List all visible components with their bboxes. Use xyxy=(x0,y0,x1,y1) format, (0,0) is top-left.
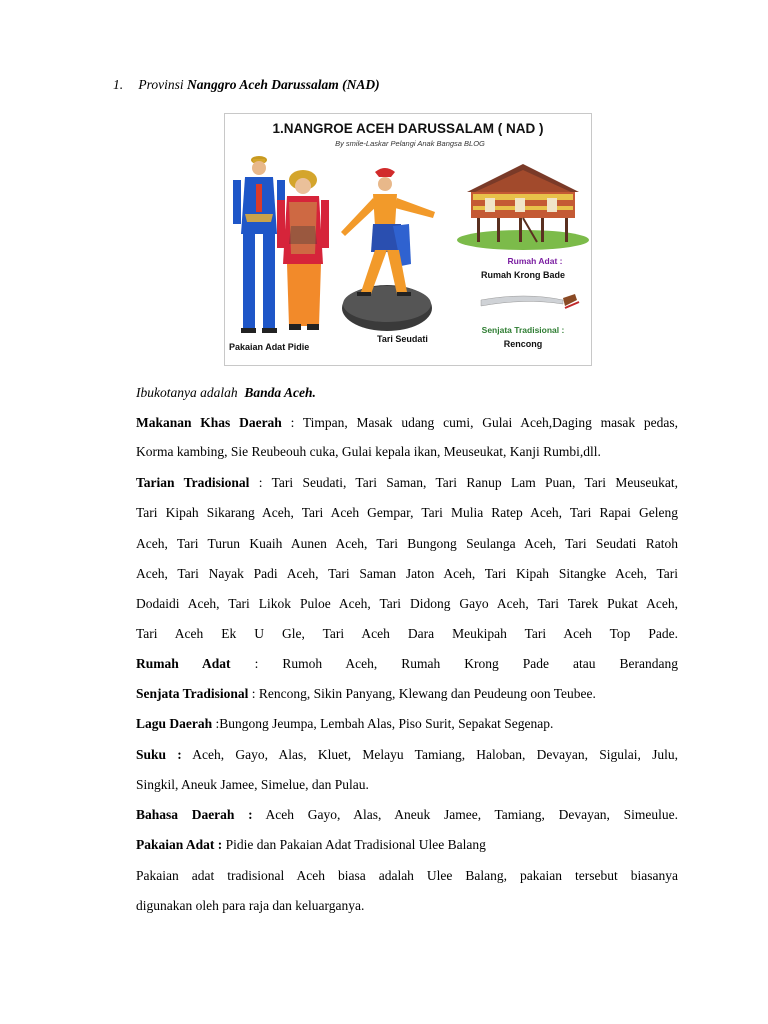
tarian-line-1 xyxy=(136,475,678,491)
label-tari: Tari Seudati xyxy=(377,334,428,344)
makanan-label: Makanan Khas Daerah xyxy=(136,415,282,430)
label-rumah-title: Rumah Adat : xyxy=(507,256,563,266)
ibukota-value: Banda Aceh. xyxy=(244,385,316,400)
pakaian-line xyxy=(136,837,678,853)
pakaian-label: Pakaian Adat : xyxy=(136,837,223,852)
tarian-line-4: Aceh, Tari Nayak Padi Aceh, Tari Saman Jaton Aceh, Tari Kipah Sitangke Aceh, Tari xyxy=(136,566,678,581)
section-heading xyxy=(113,77,380,93)
lagu-line xyxy=(136,716,678,732)
penjelasan-line-1: Pakaian adat tradisional Aceh biasa adalah Ulee Balang, pakaian tersebut biasanya xyxy=(136,868,678,883)
makanan-line-1 xyxy=(136,415,678,431)
figure-credit: By smile-Laskar Pelangi Anak Bangsa BLOG xyxy=(335,139,485,148)
label-rumah: Rumah Krong Bade xyxy=(480,270,566,280)
rumah-line xyxy=(136,656,678,672)
senjata-line xyxy=(136,686,678,702)
tarian-text-1: : Tari Seudati, Tari Saman, Tari Ranup Lam Puan, Tari Meuseukat, xyxy=(249,475,678,490)
house-figure xyxy=(457,164,589,250)
bahasa-text: Aceh Gayo, Alas, Aneuk Jamee, Tamiang, Devayan, Simeulue. xyxy=(252,807,678,822)
tarian-line-3: Aceh, Tari Turun Kuaih Aunen Aceh, Tari Bungong Seulanga Aceh, Tari Seudati Ratoh xyxy=(136,536,678,551)
tarian-line-5: Dodaidi Aceh, Tari Likok Puloe Aceh, Tari Didong Gayo Aceh, Tari Tarek Pukat Aceh, xyxy=(136,596,678,611)
province-illustration xyxy=(224,113,592,366)
lagu-text: :Bungong Jeumpa, Lembah Alas, Piso Surit, Sepakat Segenap. xyxy=(212,716,554,731)
suku-line-2: Singkil, Aneuk Jamee, Simelue, dan Pulau. xyxy=(136,777,369,792)
bahasa-label: Bahasa Daerah : xyxy=(136,807,253,822)
section-number: 1. xyxy=(113,77,124,92)
ibukota-prefix: Ibukotanya adalah xyxy=(136,385,238,400)
penjelasan-line-2: digunakan oleh para raja dan keluarganya. xyxy=(136,898,365,913)
label-senjata-title: Senjata Tradisional : xyxy=(481,325,565,335)
lagu-label: Lagu Daerah xyxy=(136,716,213,731)
pakaian-text: Pidie dan Pakaian Adat Tradisional Ulee Balang xyxy=(222,837,486,852)
figure-title: 1.NANGROE ACEH DARUSSALAM ( NAD ) xyxy=(272,121,544,136)
makanan-line-2: Korma kambing, Sie Reubeouh cuka, Gulai kepala ikan, Meuseukat, Kanji Rumbi,dll. xyxy=(136,444,601,459)
dancer-figure xyxy=(341,168,435,331)
tarian-label: Tarian Tradisional xyxy=(136,475,250,490)
rumah-label: Rumah Adat xyxy=(136,656,231,671)
tarian-line-6: Tari Aceh Ek U Gle, Tari Aceh Dara Meukipah Tari Aceh Top Pade. xyxy=(136,626,678,641)
label-pakaian: Pakaian Adat Pidie xyxy=(229,342,310,352)
rencong-figure xyxy=(481,294,579,308)
senjata-label: Senjata Tradisional xyxy=(136,686,249,701)
rumah-text: : Rumoh Aceh, Rumah Krong Pade atau Berandang xyxy=(230,656,678,671)
label-senjata: Rencong xyxy=(503,339,543,349)
heading-prefix: Provinsi xyxy=(138,77,184,92)
tarian-line-2: Tari Kipah Sikarang Aceh, Tari Aceh Gempar, Tari Mulia Ratep Aceh, Tari Rapai Geleng xyxy=(136,505,678,520)
suku-line-1 xyxy=(136,747,678,763)
bahasa-line xyxy=(136,807,678,823)
illustration-canvas xyxy=(225,114,591,365)
province-name: Nanggro Aceh Darussalam (NAD) xyxy=(187,77,380,92)
ibukota-line xyxy=(136,385,678,401)
senjata-text: : Rencong, Sikin Panyang, Klewang dan Peudeung oon Teubee. xyxy=(248,686,596,701)
suku-text-1: Aceh, Gayo, Alas, Kluet, Melayu Tamiang, Haloban, Devayan, Sigulai, Julu, xyxy=(181,747,678,762)
makanan-text-1: : Timpan, Masak udang cumi, Gulai Aceh,Daging masak pedas, xyxy=(281,415,678,430)
suku-label: Suku : xyxy=(136,747,182,762)
